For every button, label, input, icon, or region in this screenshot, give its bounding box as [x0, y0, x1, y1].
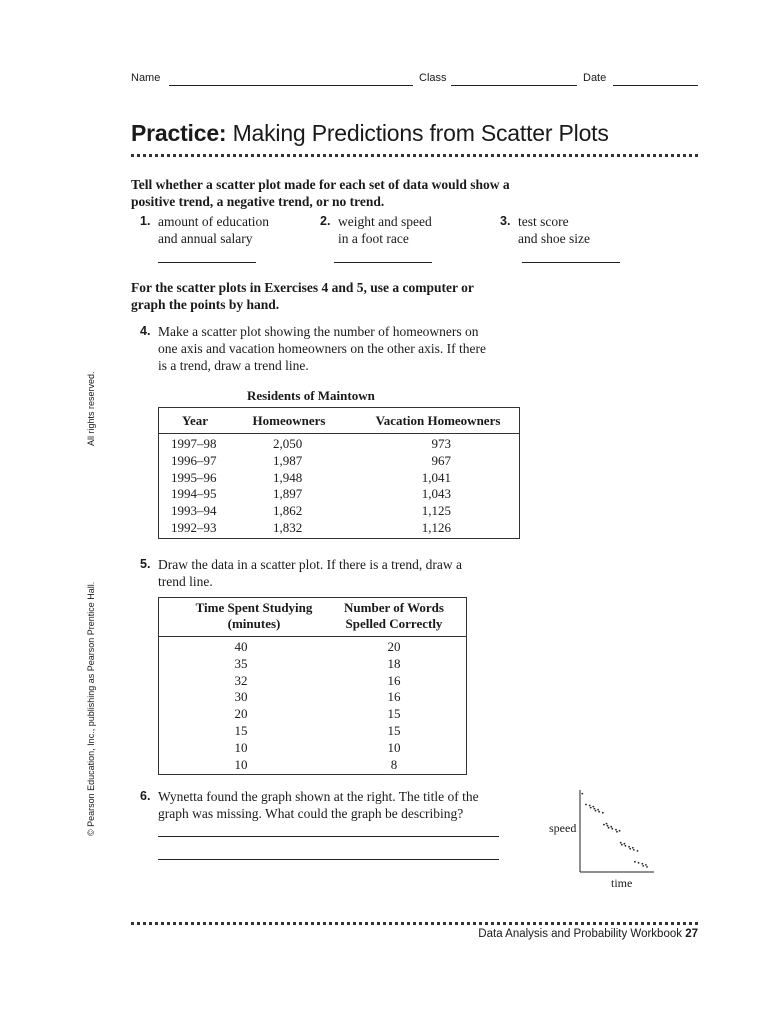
section1-instruction: [131, 176, 510, 210]
item1-number: 1.: [140, 214, 151, 228]
table-cell: 15: [387, 706, 401, 722]
table-cell: 2,050: [273, 436, 303, 451]
table-cell: 10: [234, 739, 248, 755]
table2-words-column: [372, 639, 416, 773]
class-field-line[interactable]: [451, 85, 577, 86]
exercise4-text: [158, 323, 486, 374]
exercise6-answer-line-2[interactable]: [158, 859, 499, 860]
graph-point: [633, 849, 635, 851]
exercise6-text: [158, 788, 479, 822]
graph-point: [589, 805, 591, 807]
exercise5-line1: Draw the data in a scatter plot. If there is a trend, draw a: [158, 557, 462, 572]
graph-point: [629, 848, 631, 850]
footer-text: Data Analysis and Probability Workbook: [478, 928, 682, 940]
section2-instruction-line2: graph the points by hand.: [131, 297, 280, 312]
item3-text: [518, 213, 590, 247]
table-cell: 15: [387, 722, 401, 738]
exercise6-number: 6.: [140, 789, 151, 803]
table-cell: 18: [387, 655, 401, 671]
exercise6-line1: Wynetta found the graph shown at the right. The title of the: [158, 789, 479, 804]
graph-point: [645, 864, 647, 866]
item1-line2: and annual salary: [158, 231, 253, 246]
graph-point: [619, 830, 621, 832]
item2-text: [338, 213, 432, 247]
graph-point: [602, 812, 604, 814]
graph-point: [638, 862, 640, 864]
table1-vacation-column: [422, 436, 451, 537]
table-cell: 1994–95: [171, 486, 217, 502]
exercise5-line2: trend line.: [158, 574, 213, 589]
graph-point: [621, 844, 623, 846]
section1-instruction-line2: positive trend, a negative trend, or no trend.: [131, 194, 385, 209]
date-label: Date: [583, 72, 607, 84]
exercise5-number: 5.: [140, 557, 151, 571]
exercise4-number: 4.: [140, 324, 151, 338]
table-cell: 30: [234, 689, 248, 705]
item1-line1: amount of education: [158, 214, 269, 229]
table-cell: 967: [431, 452, 451, 468]
section1-instruction-line1: Tell whether a scatter plot made for each set of data would show a: [131, 177, 510, 192]
table-cell: 1993–94: [171, 503, 217, 519]
title-prefix: Practice:: [131, 120, 227, 146]
header-row: [131, 72, 698, 90]
graph-point: [628, 846, 630, 848]
table-cell: 1,043: [421, 486, 451, 502]
item2-line1: weight and speed: [338, 214, 432, 229]
graph-point: [642, 865, 644, 867]
table2-header-words: [329, 600, 459, 632]
graph-point: [608, 827, 610, 829]
exercise6-line2: graph was missing. What could the graph be describing?: [158, 806, 464, 821]
table-cell: 40: [234, 639, 248, 654]
table-cell: 1992–93: [171, 519, 217, 535]
graph-point: [592, 806, 594, 808]
item1-text: [158, 213, 269, 247]
table-cell: 1,126: [421, 519, 451, 535]
exercise5-text: [158, 556, 462, 590]
table-cell: 1,125: [421, 503, 451, 519]
graph-point: [632, 847, 634, 849]
table1-header-homeowners: Homeowners: [252, 413, 326, 428]
table-cell: 973: [431, 436, 451, 451]
item3-line1: test score: [518, 214, 569, 229]
table1-header-vacation: Vacation Homeowners: [375, 413, 501, 428]
table-cell: 15: [234, 722, 248, 738]
graph-point: [598, 811, 600, 813]
table2-header-words-line1: Number of Words: [344, 600, 444, 615]
table-cell: 1,862: [273, 503, 303, 519]
item3-answer-line[interactable]: [522, 262, 620, 263]
exercise4-line3: is a trend, draw a trend line.: [158, 358, 309, 373]
graph-point: [615, 829, 617, 831]
graph-point: [581, 793, 583, 795]
rights-note: All rights reserved.: [86, 371, 96, 446]
graph-point: [606, 823, 608, 825]
table1-year-column: [171, 436, 217, 537]
page-title: [131, 120, 609, 147]
table-cell: 1,948: [273, 469, 303, 485]
table-cell: 1,041: [421, 469, 451, 485]
table-cell: 16: [387, 672, 401, 688]
graph-point: [603, 824, 605, 826]
item2-number: 2.: [320, 214, 331, 228]
table2-time-column: [219, 639, 263, 773]
table2-header-time-line1: Time Spent Studying: [195, 600, 313, 615]
table1-title: Residents of Maintown: [247, 388, 375, 403]
graph-point: [607, 825, 609, 827]
footer: [478, 928, 698, 940]
graph-point: [610, 826, 612, 828]
graph-point: [646, 866, 648, 868]
graph-xlabel: time: [611, 876, 633, 890]
item3-line2: and shoe size: [518, 231, 590, 246]
speed-time-graph: [576, 786, 656, 876]
table-cell: 32: [234, 672, 248, 688]
graph-point: [637, 850, 639, 852]
title-divider: [131, 154, 698, 157]
table-cell: 8: [390, 756, 398, 772]
table-cell: 10: [234, 756, 248, 772]
table1-header-rule: [159, 433, 519, 434]
section2-instruction-line1: For the scatter plots in Exercises 4 and 5, use a computer or: [131, 280, 474, 295]
title-text: Making Predictions from Scatter Plots: [232, 120, 609, 146]
section2-instruction: [131, 279, 474, 313]
name-field-line[interactable]: [169, 85, 413, 86]
class-label: Class: [419, 72, 447, 84]
graph-point: [597, 809, 599, 811]
table-cell: 20: [234, 706, 248, 722]
name-label: Name: [131, 72, 161, 84]
exercise6-answer-line-1[interactable]: [158, 836, 499, 837]
graph-point: [611, 828, 613, 830]
graph-ylabel: speed: [549, 821, 577, 835]
exercise4-line1: Make a scatter plot showing the number of homeowners on: [158, 324, 479, 339]
table-cell: 1995–96: [171, 469, 217, 485]
graph-point: [625, 845, 627, 847]
study-table: [158, 597, 467, 775]
graph-point: [595, 810, 597, 812]
table-cell: 10: [387, 739, 401, 755]
exercise4-line2: one axis and vacation homeowners on the other axis. If there: [158, 341, 487, 356]
graph-point: [594, 808, 596, 810]
graph-point: [585, 804, 587, 806]
table2-header-words-line2: Spelled Correctly: [345, 616, 443, 631]
item2-answer-line[interactable]: [334, 262, 432, 263]
date-field-line[interactable]: [613, 85, 698, 86]
table-cell: 1,987: [273, 452, 303, 468]
table2-header-rule: [159, 636, 466, 637]
table-cell: 20: [387, 639, 401, 654]
copyright-note: © Pearson Education, Inc., publishing as Pearson Prentice Hall.: [86, 581, 96, 836]
table-cell: 1997–98: [171, 436, 217, 451]
graph-point: [616, 831, 618, 833]
item2-line2: in a foot race: [338, 231, 409, 246]
graph-point: [620, 842, 622, 844]
page-number: 27: [685, 928, 698, 940]
graph-points: [581, 793, 648, 868]
table2-header-time: [159, 600, 349, 632]
table-cell: 1,832: [273, 519, 303, 535]
table1-header-year: Year: [182, 413, 208, 428]
table1-homeowners-column: [273, 436, 302, 537]
graph-point: [624, 843, 626, 845]
item1-answer-line[interactable]: [158, 262, 256, 263]
residents-table: [158, 407, 520, 539]
graph-point: [590, 807, 592, 809]
table-cell: 1996–97: [171, 452, 217, 468]
table2-header-time-line2: (minutes): [227, 616, 281, 631]
graph-point: [634, 861, 636, 863]
table-cell: 35: [234, 655, 248, 671]
table-cell: 1,897: [273, 486, 303, 502]
footer-divider: [131, 922, 698, 925]
graph-point: [641, 863, 643, 865]
table-cell: 16: [387, 689, 401, 705]
item3-number: 3.: [500, 214, 511, 228]
